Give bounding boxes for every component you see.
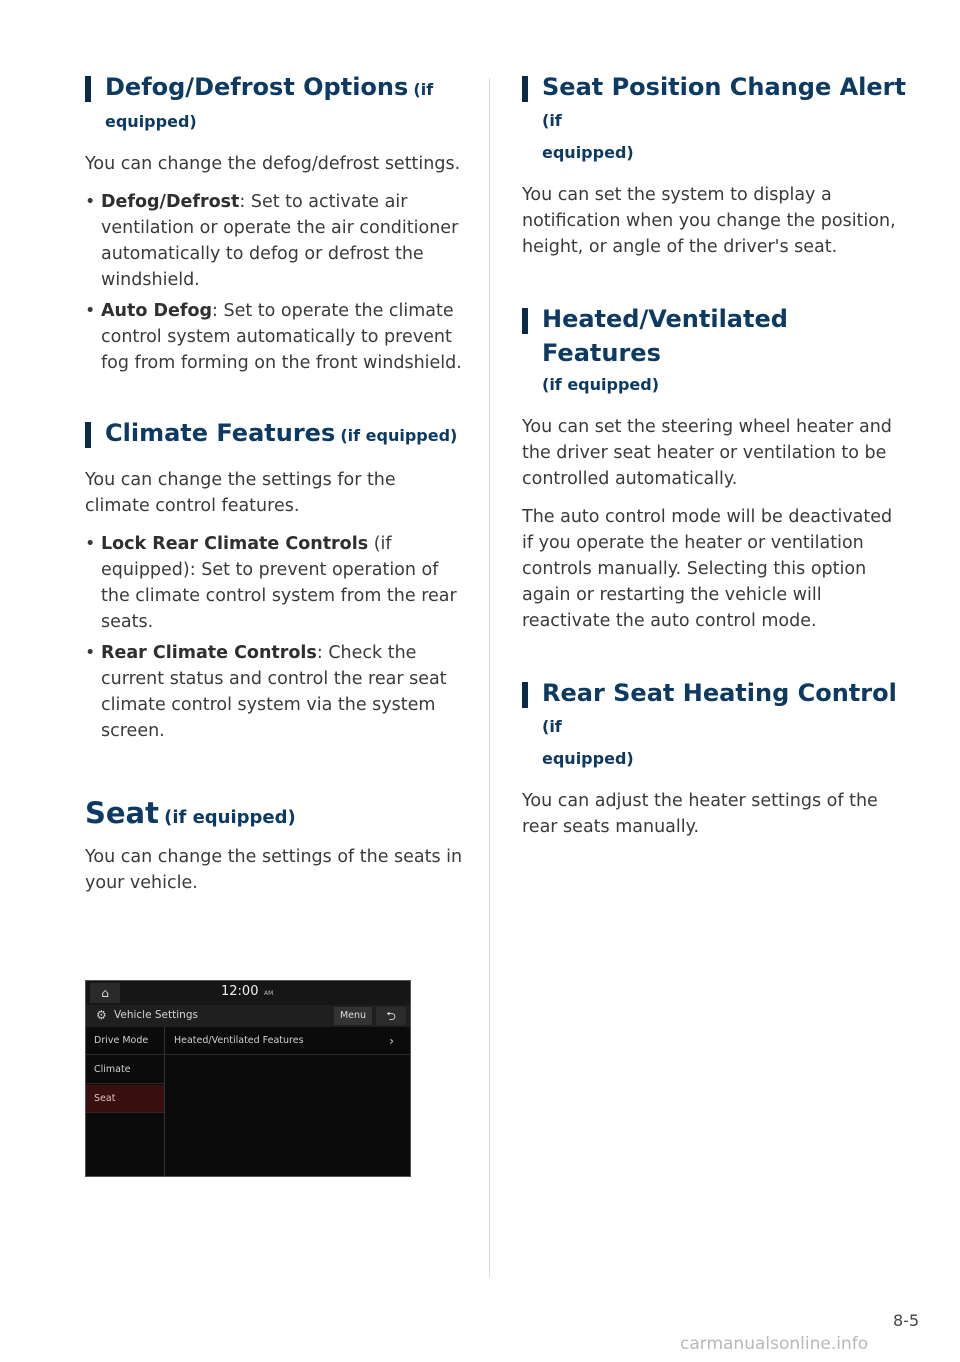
heading-bar bbox=[522, 76, 528, 102]
bullet-term: Lock Rear Climate Controls bbox=[101, 534, 369, 554]
title-bar bbox=[86, 1005, 410, 1027]
heated-body-1: You can set the steering wheel heater and the driver seat heater or ventilation to be controlled automatically. bbox=[522, 417, 892, 489]
rear-title: Rear Seat Heating Control bbox=[542, 679, 897, 707]
climate-intro: You can change the settings for the climate control features. bbox=[85, 470, 396, 516]
alert-note: (if bbox=[542, 111, 562, 130]
climate-note: (if equipped) bbox=[340, 426, 458, 445]
seat-intro: You can change the settings of the seats in your vehicle. bbox=[85, 847, 463, 893]
defog-bullet-1: • Defog/Defrost: Set to activate air ventilation or operate the air conditioner automatically to defog or defrost the windshield. bbox=[85, 192, 459, 290]
heated-body-2: The auto control mode will be deactivated if you operate the heater or ventilation controls manually. Selecting this option again or restarting the vehicle will reactivate the auto control mode. bbox=[522, 507, 893, 631]
heated-title: Heated/Ventilated Features bbox=[542, 305, 788, 367]
climate-heading bbox=[85, 416, 465, 453]
bullet-text: : Set to activate air ventilation or operate the air conditioner automatically to defog or defrost the windshield. bbox=[101, 192, 459, 290]
gear-icon: ⚙ bbox=[96, 1008, 107, 1022]
left-column bbox=[85, 70, 465, 908]
menu-button[interactable]: Menu bbox=[334, 1007, 372, 1025]
home-icon[interactable]: ⌂ bbox=[90, 983, 120, 1003]
bullet-term: Rear Climate Controls bbox=[101, 643, 317, 663]
heated-ventilated-row[interactable] bbox=[165, 1027, 410, 1055]
clock-ampm: AM bbox=[264, 990, 274, 997]
heated-note: (if equipped) bbox=[542, 375, 660, 394]
bullet-term: Defog/Defrost bbox=[101, 192, 240, 212]
rear-body: You can adjust the heater settings of the rear seats manually. bbox=[522, 791, 878, 837]
alert-heading bbox=[522, 70, 907, 168]
bullet-term: Auto Defog bbox=[101, 301, 213, 321]
heading-bar bbox=[85, 422, 91, 448]
climate-title: Climate Features bbox=[105, 419, 336, 447]
defog-bullet-2: • Auto Defog: Set to operate the climate control system automatically to prevent fog from forming on the front windshield. bbox=[85, 301, 462, 373]
page-number: 8-5 bbox=[893, 1311, 920, 1330]
rear-heading bbox=[522, 676, 907, 774]
seat-heading bbox=[85, 796, 465, 830]
seat-note: (if equipped) bbox=[164, 807, 296, 828]
seat-title: Seat bbox=[85, 796, 159, 830]
status-bar bbox=[86, 981, 410, 1005]
climate-bullet-2: • Rear Climate Controls: Check the current status and control the rear seat climate control system via the system screen. bbox=[85, 643, 447, 741]
clock-time: 12:00 bbox=[221, 984, 259, 999]
defog-bullets bbox=[85, 189, 465, 376]
defog-heading bbox=[85, 70, 465, 137]
heading-bar bbox=[522, 308, 528, 334]
alert-body: You can set the system to display a notification when you change the position, height, or angle of the driver's seat. bbox=[522, 185, 896, 257]
climate-bullets bbox=[85, 531, 465, 744]
defog-note-line2: equipped) bbox=[105, 112, 197, 131]
settings-sidebar bbox=[86, 1027, 165, 1176]
sidebar-item-climate[interactable]: Climate bbox=[86, 1056, 164, 1084]
bullet-text: (if equipped): Set to prevent operation of the climate control system from the rear seats. bbox=[101, 534, 457, 632]
rear-note-line2: equipped) bbox=[542, 749, 634, 768]
row-label: Heated/Ventilated Features bbox=[174, 1035, 304, 1046]
screen-title: Vehicle Settings bbox=[114, 1009, 198, 1021]
climate-bullet-1: • Lock Rear Climate Controls (if equipped): Set to prevent operation of the climate control system from the rear seats. bbox=[85, 534, 457, 632]
rear-note: (if bbox=[542, 717, 562, 736]
watermark: carmanualsonline.info bbox=[680, 1334, 869, 1354]
defog-note: (if bbox=[413, 80, 434, 99]
chevron-right-icon: › bbox=[389, 1034, 394, 1048]
back-icon[interactable]: ⮌ bbox=[376, 1007, 406, 1025]
right-column bbox=[522, 70, 907, 852]
sidebar-item-seat[interactable]: Seat bbox=[86, 1085, 164, 1113]
defog-intro: You can change the defog/defrost settings. bbox=[85, 154, 461, 174]
bullet-text: : Check the current status and control the rear seat climate control system via the system screen. bbox=[101, 643, 447, 741]
bullet-text: : Set to operate the climate control system automatically to prevent fog from forming on the front windshield. bbox=[101, 301, 462, 373]
alert-note-line2: equipped) bbox=[542, 143, 634, 162]
defog-title: Defog/Defrost Options bbox=[105, 73, 409, 101]
heated-heading bbox=[522, 302, 907, 400]
alert-title: Seat Position Change Alert bbox=[542, 73, 906, 101]
vehicle-settings-screenshot bbox=[85, 980, 411, 1177]
heading-bar bbox=[522, 682, 528, 708]
heading-bar bbox=[85, 76, 91, 102]
sidebar-item-drive-mode[interactable]: Drive Mode bbox=[86, 1027, 164, 1055]
column-divider bbox=[489, 78, 490, 1278]
